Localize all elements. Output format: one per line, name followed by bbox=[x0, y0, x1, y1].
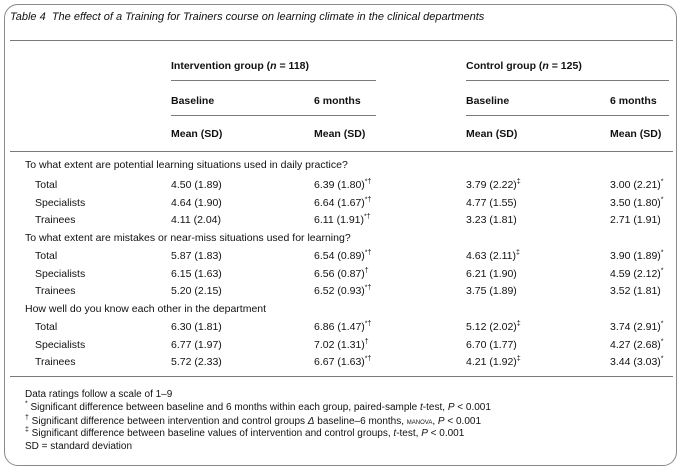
control-group-rule bbox=[466, 80, 669, 81]
cell-intervention-6months: 6.52 (0.93)*† bbox=[314, 284, 372, 297]
footnote-sd: SD = standard deviation bbox=[25, 441, 133, 452]
control-baseline-header: Baseline bbox=[466, 95, 510, 107]
cell-intervention-baseline: 6.30 (1.81) bbox=[171, 321, 222, 333]
cell-intervention-6months: 6.11 (1.91)*† bbox=[314, 213, 371, 226]
cell-control-baseline: 3.79 (2.22)‡ bbox=[466, 178, 521, 191]
control-6months-stat: Mean (SD) bbox=[610, 128, 662, 140]
row-label: Total bbox=[35, 321, 58, 333]
intervention-6months-stat: Mean (SD) bbox=[314, 128, 366, 140]
cell-intervention-baseline: 5.20 (2.15) bbox=[171, 285, 222, 297]
cell-intervention-baseline: 4.64 (1.90) bbox=[171, 197, 222, 209]
cell-control-6months: 3.44 (3.03)* bbox=[610, 355, 664, 368]
cell-control-baseline: 4.63 (2.11)‡ bbox=[466, 249, 520, 262]
footnote-scale: Data ratings follow a scale of 1–9 bbox=[25, 389, 173, 400]
cell-intervention-baseline: 6.15 (1.63) bbox=[171, 268, 222, 280]
header-bottom-rule bbox=[10, 151, 673, 152]
intervention-sub-rule bbox=[171, 115, 376, 116]
cell-control-baseline: 3.75 (1.89) bbox=[466, 285, 517, 297]
cell-intervention-6months: 6.64 (1.67)*† bbox=[314, 196, 372, 209]
control-sub-rule bbox=[466, 115, 669, 116]
cell-control-baseline: 4.21 (1.92)‡ bbox=[466, 355, 521, 368]
intervention-baseline-stat: Mean (SD) bbox=[171, 128, 223, 140]
cell-control-6months: 4.59 (2.12)* bbox=[610, 267, 664, 280]
cell-intervention-6months: 6.56 (0.87)† bbox=[314, 267, 369, 280]
footnote-baseline-test: ‡ Significant difference between baseline values of intervention and control groups, t-test, P < 0.001 bbox=[25, 426, 465, 439]
cell-intervention-6months: 6.54 (0.89)*† bbox=[314, 249, 372, 262]
cell-control-baseline: 6.21 (1.90) bbox=[466, 268, 517, 280]
row-label: Trainees bbox=[35, 285, 76, 297]
row-label: Total bbox=[35, 179, 58, 191]
cell-control-6months: 4.27 (2.68)* bbox=[610, 338, 664, 351]
section-question: To what extent are mistakes or near-miss situations used for learning? bbox=[25, 232, 351, 244]
section-question: To what extent are potential learning situations used in daily practice? bbox=[25, 159, 348, 171]
intervention-group-rule bbox=[171, 80, 376, 81]
cell-control-6months: 3.90 (1.89)* bbox=[610, 249, 664, 262]
cell-control-baseline: 4.77 (1.55) bbox=[466, 197, 517, 209]
intervention-6months-header: 6 months bbox=[314, 95, 361, 107]
cell-intervention-baseline: 4.50 (1.89) bbox=[171, 179, 222, 191]
row-label: Specialists bbox=[35, 197, 86, 209]
caption-rule bbox=[10, 40, 673, 41]
row-label: Total bbox=[35, 250, 58, 262]
control-group-header: Control group (n = 125) bbox=[466, 60, 582, 72]
table-caption bbox=[10, 11, 670, 31]
footnote-paired-test: * Significant difference between baseline and 6 months within each group, paired-sample t-test, P < 0.001 bbox=[25, 400, 491, 413]
cell-intervention-6months: 6.86 (1.47)*† bbox=[314, 320, 372, 333]
cell-intervention-6months: 6.67 (1.63)*† bbox=[314, 355, 372, 368]
cell-control-6months: 3.00 (2.21)* bbox=[610, 178, 664, 191]
cell-control-baseline: 5.12 (2.02)‡ bbox=[466, 320, 521, 333]
cell-control-6months: 3.52 (1.81) bbox=[610, 285, 661, 297]
cell-control-6months: 2.71 (1.91) bbox=[610, 214, 661, 226]
row-label: Trainees bbox=[35, 214, 76, 226]
section-question: How well do you know each other in the department bbox=[25, 303, 267, 315]
cell-intervention-baseline: 5.87 (1.83) bbox=[171, 250, 222, 262]
control-baseline-stat: Mean (SD) bbox=[466, 128, 518, 140]
cell-control-baseline: 6.70 (1.77) bbox=[466, 339, 517, 351]
cell-control-6months: 3.50 (1.80)* bbox=[610, 196, 664, 209]
control-6months-header: 6 months bbox=[610, 95, 657, 107]
table-bottom-rule bbox=[10, 376, 673, 377]
cell-intervention-6months: 6.39 (1.80)*† bbox=[314, 178, 372, 191]
row-label: Specialists bbox=[35, 268, 86, 280]
caption-text: The effect of a Training for Trainers course on learning climate in the clinical departments bbox=[51, 11, 485, 23]
row-label: Specialists bbox=[35, 339, 86, 351]
intervention-group-header: Intervention group (n = 118) bbox=[171, 60, 309, 72]
footnote-manova: † Significant difference between intervention and control groups Δ baseline–6 months, manova, P < 0.001 bbox=[25, 414, 482, 427]
cell-control-6months: 3.74 (2.91)* bbox=[610, 320, 664, 333]
caption-prefix: Table 4 bbox=[10, 11, 46, 23]
row-label: Trainees bbox=[35, 356, 76, 368]
cell-intervention-baseline: 4.11 (2.04) bbox=[171, 214, 222, 226]
cell-intervention-6months: 7.02 (1.31)† bbox=[314, 338, 369, 351]
cell-intervention-baseline: 6.77 (1.97) bbox=[171, 339, 222, 351]
intervention-baseline-header: Baseline bbox=[171, 95, 215, 107]
cell-intervention-baseline: 5.72 (2.33) bbox=[171, 356, 222, 368]
cell-control-baseline: 3.23 (1.81) bbox=[466, 214, 517, 226]
